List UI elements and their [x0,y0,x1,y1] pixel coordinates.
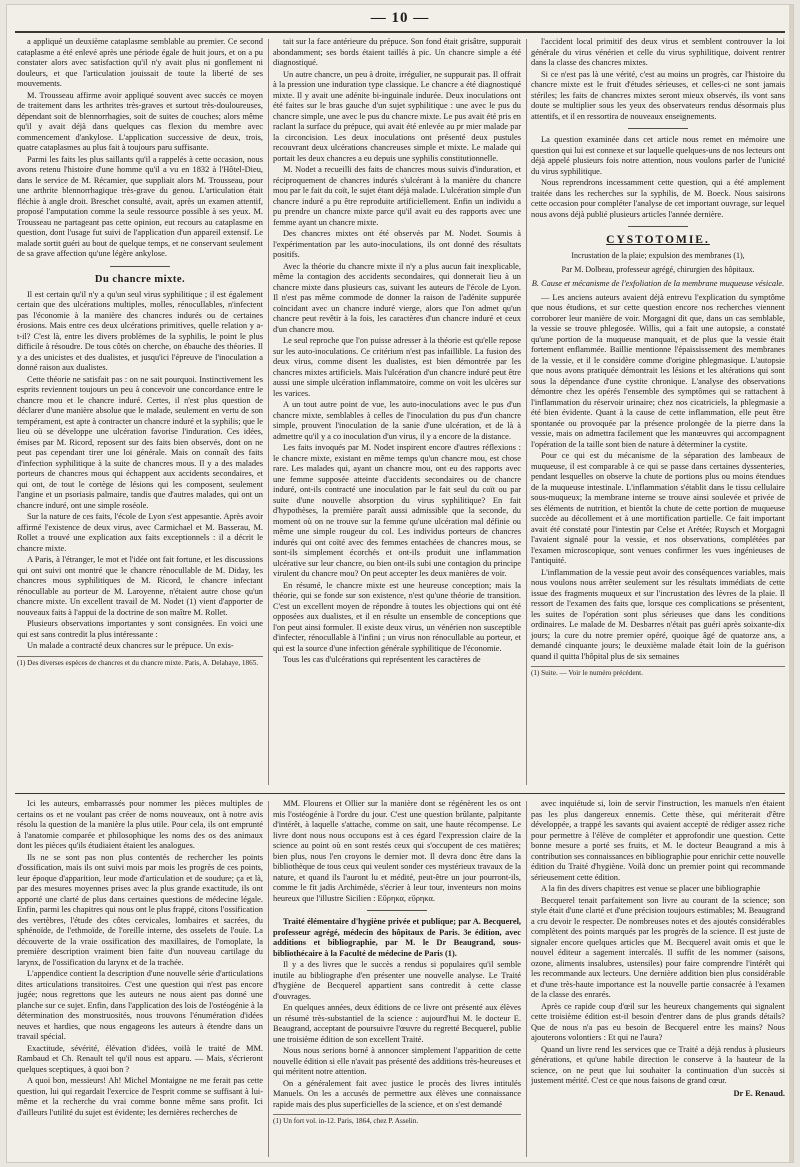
paragraph: Exactitude, sévérité, élévation d'idées, voilà le traité de MM. Rambaud et Ch. Renault tel qu'il nous est apparu. — Mais, s'écrieront quelques sceptiques, à quoi bon ? [17,1043,263,1074]
paragraph: Le seul reproche que l'on puisse adresser à la théorie est qu'elle repose sur les auto-inoculations. Ce critérium n'est pas infaillible. La fusion des deux virus, comme disent les dualistes, est bien démontrée par les chancres mixtes artificiels. Mais l'ulcération d'un chancre induré peut être aussi une simple ulcération inflammatoire, comme on voit les ulcères sur les varices. [273,336,521,398]
page-binding-edge [789,5,793,1162]
paragraph: Nous nous serions borné à annoncer simplement l'apparition de cette nouvelle édition si elle n'avait pas présenté des additions très-heureuses et qui méritent notre attention. [273,1046,521,1076]
footnote: (1) Des diverses espèces de chancres et du chancre mixte. Paris, A. Delahaye, 1865. [17,656,263,668]
book-review-heading: Traité élémentaire d'hygiène privée et publique; par A. Becquerel, professeur agrégé, médecin des hôpitaux de Paris. 3e édition, avec additions et bibliographie, par M. le Dr Beaugrand, sous-bibliothécaire à la Faculté de médecine de Paris (1). [273,917,521,958]
paragraph: A un tout autre point de vue, les auto-inoculations avec le pus d'un chancre mixte, semblables à celles de l'inoculation du pus d'un chancre simple, prouvent l'inoculation de la sanie d'une ulcération, et de là à admettre qu'il y a co inoculation d'un virus, il y a encore de la distance. [273,400,521,441]
page-number: — 10 — [370,9,430,26]
paragraph: Parmi les faits les plus saillants qu'il a rappelés à cette occasion, nous avons retenu l'histoire d'une homme qu'il a vu en 1832 à l'Hôtel-Dieu, dans le service de M. Récamier, que suppliait alors M. Trousseau, pour une arthrite blennorrhagique très-grave du genou. L'articulation était fléchie à angle droit. Breschet consulté, avait, après un examen attentif, proposé l'amputation comme la seule ressource possible à ses yeux. M. Trousseau ne partageant pas cette opinion, eut recours au cataplasme en question, dont l'usage fut suivi de l'application d'un appareil extensif. Le malade sortit guéri au bout de quelque temps, et ne conservant seulement de sa grave affection qu'une légère ankylose. [17,154,263,258]
section-rule [15,793,785,794]
paragraph: Quand un livre rend les services que ce Traité a déjà rendus à plusieurs générations, et qu'une habile direction le conserve à la hauteur de la science, on ne peut que lui souhaiter la continuation d'un succès si justement mérité. C'est ce que nous faisons de grand cœur. [531,1044,785,1085]
paragraph: L'appendice contient la description d'une nouvelle série d'articulations dites articulations transitoires. C'est une question qui n'est pas encore jugée; nous regrettons que les auteurs ne nous aient pas donné une planche sur ce sujet. Enfin, dans l'application des lois de l'ostéogénie à la détermination des monstruosités, nous trouvons l'énumération d'idées neuves et hardies, que nous engageons les auteurs à étendre dans un travail spécial. [17,969,263,1041]
paragraph: Cette théorie ne satisfait pas : on ne sait pourquoi. Instinctivement les esprits reviennent toujours un peu à concevoir une concordance entre le chancre mou et le chancre induré. Certes, il n'est plus question de déclarer d'une manière absolue que le malade, seulement en vertu de son tempérament, est apte à contracter un chancre induré et la syphilis; que le lieu où se développe une ulcération favorise l'induration. Ces idées, émises par M. Ricord, reposent sur des faits bien observés, dont on ne peut pas cependant tirer une loi générale. Mais on connaît des faits d'infection syphilitique à la suite de chancres mous. Il y a des malades porteurs de chancres mous qui échappent aux accidents secondaires, et qui ont, de tout le cortège de lésions qui les composent, seulement l'angine et un psoriasis palmaire, tandis que d'autres malades, qui ont un chancre induré, ont une simple roséole. [17,374,263,510]
paragraph: Il est certain qu'il n'y a qu'un seul virus syphilitique ; il est également certain que des ulcérations multiples, molles, rénocullables, n'infectent pas l'économie à la manière des chancres indurés ou de certaines érosions. Mais entre ces deux ulcérations primitives, quelle relation y a-t-il? C'est là, entre les divers problèmes de la syphilis, le point le plus difficile à résoudre. De tous côtés on cherche, on ébauche des théories. Il y a des unicistes et des dualistes, et jusqu'ici l'épreuve de l'inoculation a donné raison aux dualistes. [17,289,263,373]
paragraph: M. Nodet a recueilli des faits de chancres mous suivis d'induration, et réciproquement de chancres indurés s'ulcérant à la manière du chancre mou par le fait du coït, le sujet étant déjà malade. L'ulcération simple d'un chancre induré a pu être reproduite artificiellement. Enfin un individu a pu prendre un chancre mixte parce qu'il avait eu des rapports avec une femme ayant un chancre mixte. [273,165,521,227]
article-author: Par M. Dolbeau, professeur agrégé, chirurgien des hôpitaux. [561,265,755,275]
paragraph: A quoi bon, messieurs! Ah! Michel Montaigne ne me ferait pas cette question, lui qui regardait l'exercice de l'esprit comme se suffisant à lui-même et la recherche du vrai comme bonne même sans profit. Ici d'ailleurs l'utilité du sujet est évidente; les dernières recherches de [17,1076,263,1117]
column-3 [531,37,785,789]
paragraph: En résumé, le chancre mixte est une heureuse conception; mais la théorie, qui se fonde sur son existence, n'est qu'une théorie de transition. C'est un excellent moyen de répondre à toutes les objections qui ont été opposées aux dualistes, et il en résulte un ensemble de conceptions que l'on peut ainsi formuler. Il existe deux virus, un vénérien non susceptible d'infecter, rénocullable à l'infini ; un virus non rénocullable au porteur, et qui est la source d'une infection générale syphilitique de l'économie. [273,580,521,653]
paragraph: Il y a des livres que le succès a rendus si populaires qu'il semble inutile au bibliographe d'en présenter une nouvelle analyse. Le Traité d'hygiène de Becquerel appartient sans contredit à cette classe d'ouvrages. [273,960,521,1001]
paragraph: Ici les auteurs, embarrassés pour nommer les pièces multiples de certains os et ne voulant pas créer de noms nouveaux, ont à notre avis résolu la question de la manière la plus utile. Pour cela, ils ont emprunté à l'anatomie comparée et philosophique les noms des os des animaux dont les pièces qu'ils étudiaient étaient les analogues. [17,799,263,850]
header-rule [15,31,785,33]
paragraph: L'inflammation de la vessie peut avoir des conséquences variables, mais nous voulons nous arrêter seulement sur les résultats immédiats de cette issue des fragments muqueux et sur l'incrustation des lèvres de la plaie. Il ressort de l'examen des faits que, lorsque ces complications se présentent, les suites de l'opération sont plus sérieuses que dans les conditions ordinaires. Le malade de M. Desbarres n'était pas guéri après soixante-dix jours; la cure du notre premier opéré, quoique âgé de quatorze ans, a demandé cinquante jours; le deuxième malade était loin de la guérison quand il quitta l'hôpital plus de six semaines [531,567,785,661]
footnote: (1) Un fort vol. in-12. Paris, 1864, chez P. Asselin. [273,1114,521,1126]
paragraph: Les faits invoqués par M. Nodet inspirent encore d'autres réflexions : le chancre mixte, existant en même temps qu'un chancre mou, est chose rare. Les malades qui, ayant un chancre mou, ont eu des rapports avec une femme supposée atteinte d'accidents secondaires ou de chancre induré, ont-ils contracté une inoculation par le fait seul du coït ou par suite d'une nouvelle absorption du virus syphilitique? En fait d'hypothèses, la première paraît aussi admissible que la seconde, du moment où on ne trouve sur la femme qu'une ulcération mal définie ou même une simple rougeur du col. Les individus porteurs de chancres indurés qui ont coïté avec des femmes entachées de chancres mous, se sont-ils simplement écorchés et ont-ils produit une inflammation ulcérative sur leur chancre, ou bien ont-ils subi une contagion du principe virulent du chancre mou? On peut accepter les deux manières de voir. [273,443,521,578]
paragraph: Si ce n'est pas là une vérité, c'est au moins un progrès, car l'histoire du chancre mixte est le fruit d'études sérieuses, et celles-ci ne sont jamais stériles; les faits de chancres mixtes seront mieux observés, ils vont sans doute se multiplier sous les yeux des observateurs rendus désormais plus attentifs, et il en ressortira de nouveaux enseignements. [531,69,785,121]
paragraph: avec inquiétude si, loin de servir l'instruction, les manuels n'en étaient pas les plus dangereux ennemis. Cette thèse, qui mériterait d'être développée, a trappé les savants qui avaient accepté de rédiger assez riche pour permettre à l'élève de compléter et approfondir une question. Cette bonne mesure a porté ses fruits, et M. le docteur Beaugrand a mis à contribution ses connaissances en bibliographie pour enrichir cette nouvelle édition du Traité d'hygiène. Voilà donc un premier point qui recommande sérieusement cette édition. [531,799,785,882]
paragraph: A la fin des divers chapitres est venue se placer une bibliographie [541,884,761,893]
newspaper-page [6,4,794,1163]
column-2 [273,37,521,789]
separator [367,910,427,911]
column-6 [531,799,785,1159]
paragraph: Des chancres mixtes ont été observés par M. Nodet. Soumis à l'expérimentation par les auto-inoculations, ils ont donné des résultats positifs. [273,229,521,259]
article-title: CYSTOTOMIE. [606,234,710,246]
paragraph: l'accident local primitif des deux virus et semblent controuver la loi générale du virus vénérien et celle du virus syphilitique, doivent rentrer dans la classe des chancres mixtes. [531,37,785,67]
paragraph: Pour ce qui est du mécanisme de la séparation des lambeaux de muqueuse, il est comparable à ce qui se passe dans certaines dyssenteries, pendant lesquelles on observe la chute de portions plus ou moins étendues de la muqueuse intestinale. L'inflammation s'établit dans le tissu cellulaire sous-muqueux; la membrane interne se trouve ainsi soulevée et privée de ses éléments de nutrition, et bientôt la chute de cette portion de muqueuse succède au décollement et à une mortification partielle. Ce fait important avait été constaté pour l'intestin par Celse et Arétée; Ruysch et Morgagni l'avaient signalé pour la vessie, et nos observations, complétées par l'examen microscopique, sont venues confirmer les vues ingénieuses de l'antiquité. [531,451,785,566]
signature: Dr E. Renaud. [733,1088,785,1098]
paragraph: Un autre chancre, un peu à droite, irrégulier, ne suppurait pas. Il offrait à la pression une induration type classique. Le chancre a été diagnostiqué mixte. Il y avait une adénite bi-inguinale indurée. Deux inoculations ont été faites sur le bras gauche d'un sujet syphilitique : une avec le pus du chancre simple, une avec le pus du chancre mixte. Le pus avait été pris en raclant la surface du prépuce, qui avait été enlevée au pr mier malade par la circoncision. Les deux inoculations ont présenté deux pustules recouvrant deux ulcérations chancreuses simple et mixte. Le malade qui portait les deux chancres a eu depuis une syphilis constitutionnelle. [273,69,521,163]
paragraph: En quelques années, deux éditions de ce livre ont présenté aux élèves un résumé très-substantiel de la science : aujourd'hui M. le docteur E. Beaugrand, acceptant de poursuivre l'œuvre du regretté Becquerel, publie une troisième édition de son excellent Traité. [273,1003,521,1044]
column-rule [268,801,269,1157]
page-header [7,5,793,31]
paragraph: Un malade a contracté deux chancres sur le prépuce. Un exis- [27,641,234,651]
paragraph: MM. Flourens et Ollier sur la manière dont se régénèrent les os ont mis l'ostéogénie à l'ordre du jour. C'est une question brûlante, palpitante d'intérêt, à laquelle s'attache, comme on sait, une haute récompense. Le livre dont nous nous occupons est à ces égard l'expression claire de la science au point où en sont restés ceux qui s'occupent de ces matières; bien plus, nous l'en croyons le dernier mot. Il devra donc être dans la bibliothèque de tous ceux qui veulent sonder ces mystérieux travaux de la nature, et quand ils l'auront lu et médité, peut-être un jour pourront-ils, comme le fit jadis Archimède, s'écrier à leur tour, inventeurs non moins heureux que l'illustre Sicilien : Εὕρηκα, εὕρηκα. [273,799,521,903]
footnote: (1) Suite. — Voir le numéro précédent. [531,666,785,678]
paragraph: Becquerel tenait parfaitement son livre au courant de la science; son style était d'une clarté et d'une précision toujours estimables; M. Beaugrand a cru devoir le respecter. De nombreuses notes et des ajoutés considérables complètent des points marqués par les progrès de la science. Il est juste de signaler encore quelques articles que M. Becquerel avait omis et que le nouvel éditeur a sagement intercalés. Il suffit de les nommer (saisons, ozone, aliments insalubres, ustensiles) pour faire comprendre l'intérêt qui les recommande aux lecteurs. Une dernière addition bien plus considérable et d'une très-haute importance est la nouvelle partie consacrée à l'examen de la classe des enrarés. [531,895,785,999]
paragraph: Ils ne se sont pas non plus contentés de rechercher les points d'ossification, mais ils ont suivi mois par mois les progrès de ces points, leur époque d'apparition, leur mode d'articulation et de soudure; ça et là, par des mesures moyennes prises avec la plus grande exactitude, ils ont apporté une clarté de plus dans certaines questions de médecine légale. Enfin, parmi les chapitres qui nous ont le plus frappé, citons l'ossification des vertèbres, l'étude des côtes cervicales, lombaires et sacrées, du sphénoïde, de l'ethmoïde, de l'oreille interne, des osselets de l'ouïe. La découverte de la vraie ossification des maxillaires, de l'omoplate, la première description vraiment bien faite d'un nouveau cartilage du larynx, de l'ossification du larynx et de la trachée. [17,852,263,967]
column-rule [268,39,269,785]
column-rule [526,39,527,785]
separator [628,128,688,129]
paragraph: La question examinée dans cet article nous remet en mémoire une question qui lui est connexe et sur laquelle quelques-uns de nos lecteurs ont déjà appelé plusieurs fois notre attention, nous voulons parler de l'unicité du virus syphilitique. [531,135,785,176]
article-subtitle: Incrustation de la plaie; expulsion des membranes (1), [571,251,745,261]
section-heading: B. Cause et mécanisme de l'exfoliation de la membrane muqueuse vésicale. [531,279,785,289]
column-5 [273,799,521,1159]
paragraph: Sur la nature de ces faits, l'école de Lyon s'est appesantie. Après avoir affirmé l'existence de deux virus, avec Carmichael et M. Basserau, M. Rollet a trouvé une explication aux faits exceptionnels : il a décrit le chancre mixte. [17,512,263,553]
paragraph: M. Trousseau affirme avoir appliqué souvent avec succès ce moyen de traitement dans les arthrites très-graves et surtout très-douloureuses, dépendant soit de blennorrhagies, soit de suites de couches; alors même qu'il y avait déjà dans quelques cas flexion du membre avec commencement d'ankylose. L'application successive de deux, trois, quatre cataplasmes au plus fait à toujours paru suffisante. [17,90,263,152]
paragraph: On a généralement fait avec justice le procès des livres intitulés Manuels. On les a accusés de permettre aux élèves une connaissance rapide mais des plus superficielles de la science, et on s'est demandé [273,1078,521,1109]
column-rule [526,801,527,1157]
paragraph: Nous reprendrons incessamment cette question, qui a été amplement traitée dans les recherches sur la syphilis, de M. Boeck. Nous saisirons cette occasion pour compléter l'analyse de cet important ouvrage, sur lequel nous avons déjà publié plusieurs articles l'année dernière. [531,178,785,219]
paragraph: A Paris, à l'étranger, le mot et l'idée ont fait fortune, et les discussions qui ont suivi ont montré que le chancre rénocullable de M. Diday, les chancres mous syphilitiques de M. Ricord, le chancre infectant rénocullable au porteur de M. Laroyenne, n'étaient autre chose qu'un chancre mixte. Un excellent travail de M. Nodet (1) vient d'apporter de nouveaux faits à l'appui de la doctrine de son maître M. Rollet. [17,555,263,617]
separator [110,266,170,267]
separator [628,226,688,227]
paragraph: a appliqué un deuxième cataplasme semblable au premier. Ce second cataplasme a été enlevé après une période égale de huit jours, et on a pu constater alors avec satisfaction qu'il n'y avait plus ni gonflement ni douleurs, et que l'articulation jouissait de toute la liberté de ses mouvements. [17,37,263,88]
paragraph: — Les anciens auteurs avaient déjà entrevu l'explication du symptôme que nous étudions, et sur cette question encore nos recherches viennent corroborer leur manière de voir. Morgagni dit que, dans un cas semblable, la vessie se trouve phlegosée. Willis, qui a fait une autopsie, a constaté qu'une portion de la muqueuse manquait, et de plus que la vessie était fortement enflammée. Baillie mentionne l'épaississement des membranes de la vessie, et il le considère comme d'origine phlegmasique. L'autopsie que nous avons pratiquée démontrait les lésions et les altérations qui sont sous la dépendance d'une cystite chronique. L'analyse des observations démontre chez les opérés l'ensemble des symptômes qui se rattachent à l'inflammation du réservoir urinaire; chez nos cicatriciels, la phlegmasie a été bien évidente. Quant à la cause de cette inflammation, elle peut être spontanée ou provoquée par la présence prolongée de la pierre dans la vessie, mais on admettra facilement que les manœuvres qui accompagnent l'opération de la taille sont bien de nature à déterminer la cystite. [531,292,785,449]
paragraph: Avec la théorie du chancre mixte il n'y a plus aucun fait inexplicable, même la contagion des accidents secondaires, qui donnerait lieu à un chancre mixte dans plusieurs cas, suivant les auteurs de l'école de Lyon. Il n'est pas même commode de donner la raison de l'adénite suppurée coïncidant avec un chancre induré vierge, alors que l'on admet qu'un chancre peut revêtir à la fois, les caractères d'un chancre induré et ceux d'un chancre mou. [273,261,521,334]
column-4 [17,799,263,1159]
paragraph: Après ce rapide coup d'œil sur les heureux changements qui signalent cette troisième édition est-il besoin d'entrer dans de plus grands détails? Que de nous n'a pas eu besoin de Becquerel entre les mains? Nous ajouterons volontiers : Et qui ne l'aura? [531,1001,785,1042]
paragraph: Tous les cas d'ulcérations qui représentent les caractères de [283,655,481,664]
paragraph: tait sur la face antérieure du prépuce. Son fond était grisâtre, suppurait abondamment; ses bords étaient taillés à pic. Un chancre simple a été diagnostiqué. [273,37,521,67]
article-title: Du chancre mixte. [94,273,186,285]
column-1 [17,37,263,789]
paragraph: Plusieurs observations importantes y sont consignées. En voici une qui est sans contredit la plus intéressante : [17,619,263,639]
